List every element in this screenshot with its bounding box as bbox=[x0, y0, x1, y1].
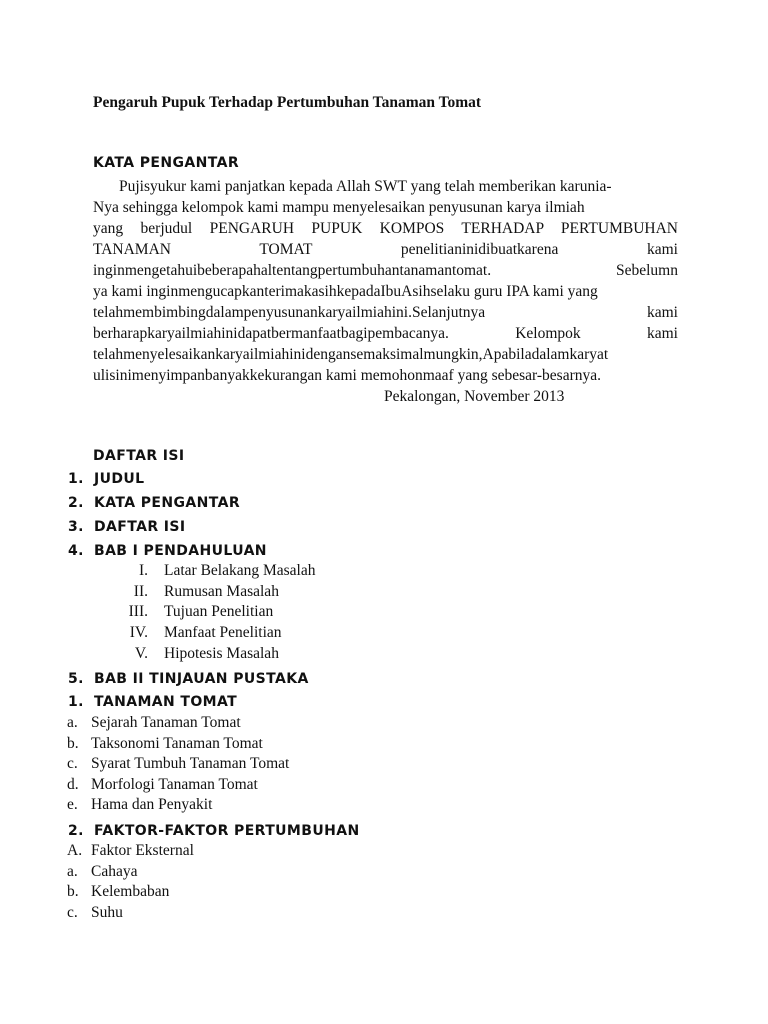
signature-line: Pekalongan, November 2013 bbox=[384, 388, 565, 405]
paragraph-line: berharapkaryailmiahinidapatbermanfaatbagipembacanya. Kelompok kami bbox=[93, 325, 678, 342]
toc-item: 2. FAKTOR-FAKTOR PERTUMBUHAN bbox=[68, 823, 360, 839]
paragraph-line: telahmembimbingdalampenyusunankaryailmiahini.Selanjutnya kami bbox=[93, 304, 678, 321]
paragraph-line: TANAMAN TOMAT penelitianinidibuatkarena kami bbox=[93, 241, 678, 258]
paragraph-line: Pujisyukur kami panjatkan kepada Allah SWT yang telah memberikan karunia- bbox=[119, 178, 612, 195]
toc-item: 2. KATA PENGANTAR bbox=[68, 495, 241, 511]
toc-subitem: a. Cahaya bbox=[67, 863, 138, 880]
toc-subitem: II. Rumusan Masalah bbox=[133, 583, 279, 600]
toc-subitem: b. Kelembaban bbox=[67, 883, 170, 900]
toc-item: 1. TANAMAN TOMAT bbox=[68, 694, 238, 710]
paragraph-line: Nya sehingga kelompok kami mampu menyelesaikan penyusunan karya ilmiah bbox=[93, 199, 585, 216]
toc-subitem: e. Hama dan Penyakit bbox=[67, 796, 213, 813]
toc-item: 1. JUDUL bbox=[68, 471, 145, 487]
toc-item: 4. BAB I PENDAHULUAN bbox=[68, 543, 267, 559]
toc-subitem: d. Morfologi Tanaman Tomat bbox=[67, 776, 258, 793]
toc-subitem: b. Taksonomi Tanaman Tomat bbox=[67, 735, 263, 752]
paragraph-line: ulisinimenyimpanbanyakkekurangan kami memohonmaaf yang sebesar-besarnya. bbox=[93, 367, 602, 384]
kata-pengantar-paragraph bbox=[93, 176, 678, 407]
paragraph-line: ya kami inginmengucapkanterimakasihkepadaIbuAsihselaku guru IPA kami yang bbox=[93, 283, 598, 300]
toc-subitem: III. Tujuan Penelitian bbox=[128, 603, 274, 620]
toc-item: 5. BAB II TINJAUAN PUSTAKA bbox=[68, 671, 309, 687]
paragraph-line: telahmenyelesaikankaryailmiahinidengansemaksimalmungkin,Apabiladalamkaryat bbox=[93, 346, 609, 363]
toc-subitem: I. Latar Belakang Masalah bbox=[138, 562, 316, 579]
toc-subitem: IV. Manfaat Penelitian bbox=[129, 624, 282, 641]
toc-subitem: V. Hipotesis Masalah bbox=[134, 645, 279, 662]
daftar-isi-heading: DAFTAR ISI bbox=[93, 448, 185, 464]
document-title: Pengaruh Pupuk Terhadap Pertumbuhan Tanaman Tomat bbox=[93, 94, 482, 111]
toc-subitem: A. Faktor Eksternal bbox=[67, 842, 194, 859]
toc-item: 3. DAFTAR ISI bbox=[68, 519, 186, 535]
paragraph-line: inginmengetahuibeberapahaltentangpertumbuhantanamantomat. Sebelumn bbox=[93, 262, 678, 279]
toc-subitem: c. Syarat Tumbuh Tanaman Tomat bbox=[67, 755, 290, 772]
toc-subitem: c. Suhu bbox=[67, 904, 123, 921]
paragraph-line: yang berjudul PENGARUH PUPUK KOMPOS TERHADAP PERTUMBUHAN bbox=[93, 220, 678, 237]
kata-pengantar-heading: KATA PENGANTAR bbox=[93, 155, 240, 171]
toc-subitem: a. Sejarah Tanaman Tomat bbox=[67, 714, 241, 731]
